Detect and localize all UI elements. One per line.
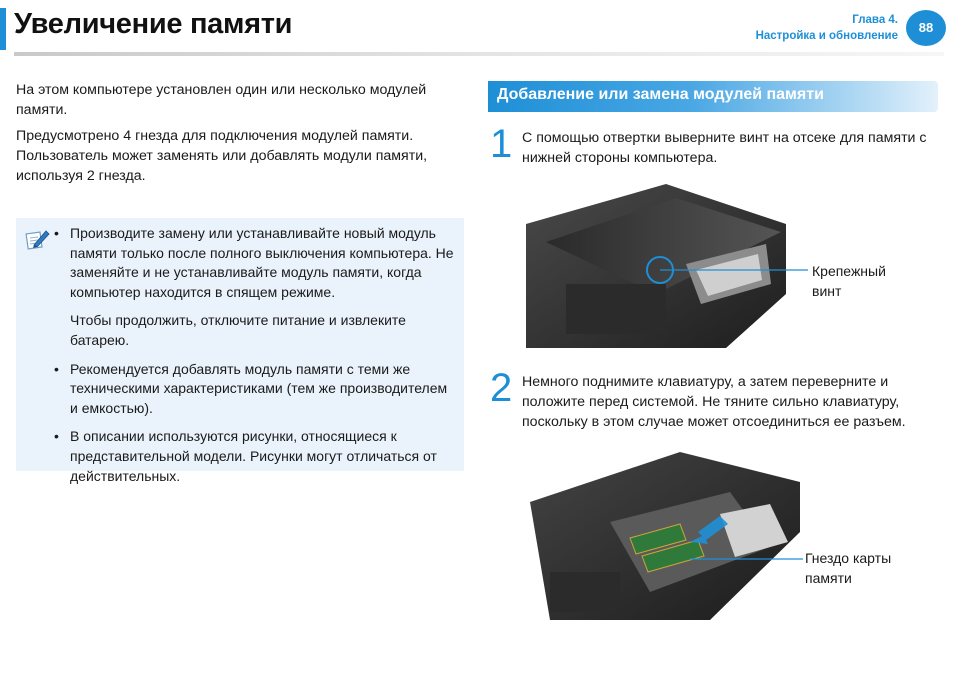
step-1-text: С помощью отвертки выверните винт на отсеке для памяти с нижней стороны компьютера. xyxy=(522,130,927,166)
bullet-icon: • xyxy=(54,360,59,377)
title-accent-bar xyxy=(0,8,6,50)
chapter-number: Глава 4. xyxy=(852,14,898,26)
step-1-number: 1 xyxy=(490,122,513,166)
step-2-number: 2 xyxy=(490,366,513,410)
callout-label-2: памяти xyxy=(805,570,852,586)
callout-line xyxy=(660,262,810,272)
callout-line xyxy=(690,554,805,564)
callout-label-1: Гнездо карты xyxy=(805,550,892,566)
header-divider xyxy=(14,52,944,56)
note-item xyxy=(54,360,456,419)
note-item xyxy=(54,427,456,486)
chapter-label xyxy=(756,12,898,44)
section-title: Добавление или замена модулей памяти xyxy=(497,86,824,103)
note-item-text: Производите замену или устанавливайте новый модуль памяти только после полного выключения компьютера. Не заменяйте и не устанавливайте модуль памяти, когда компьютер находится в спящем режиме. xyxy=(70,225,454,300)
intro-paragraph-1: На этом компьютере установлен один или несколько модулей памяти. xyxy=(16,82,427,118)
memory-slot-photo xyxy=(530,452,802,620)
note-list xyxy=(54,224,456,495)
pen-note-icon xyxy=(24,226,50,257)
bullet-icon: • xyxy=(54,225,59,241)
note-item xyxy=(54,224,456,351)
bullet-icon: • xyxy=(54,428,59,445)
note-item-text: Рекомендуется добавлять модуль памяти с теми же техническими характеристиками (тем же производителем и емкостью). xyxy=(70,360,448,416)
intro-paragraph-2: Предусмотрено 4 гнезда для подключения модулей памяти. Пользователь может заменять или добавлять модули памяти, используя 2 гнезда. xyxy=(16,128,428,184)
page-number-badge: 88 xyxy=(906,10,946,46)
callout-label-1: Крепежный xyxy=(812,263,886,279)
callout-screw xyxy=(812,261,886,301)
callout-label-2: винт xyxy=(812,283,842,299)
step-2-text: Немного поднимите клавиатуру, а затем переверните и положите перед системой. Не тяните сильно клавиатуру, поскольку в этом случае может отсоединиться ее разъем. xyxy=(522,374,906,430)
chapter-title: Настройка и обновление xyxy=(755,30,898,42)
callout-memory-slot xyxy=(805,548,891,588)
note-item-extra: Чтобы продолжить, отключите питание и извлеките батарею. xyxy=(70,312,406,348)
page-title: Увеличение памяти xyxy=(14,8,293,40)
note-item-text: В описании используются рисунки, относящиеся к представительной модели. Рисунки могут отличаться от действительных. xyxy=(70,428,437,484)
